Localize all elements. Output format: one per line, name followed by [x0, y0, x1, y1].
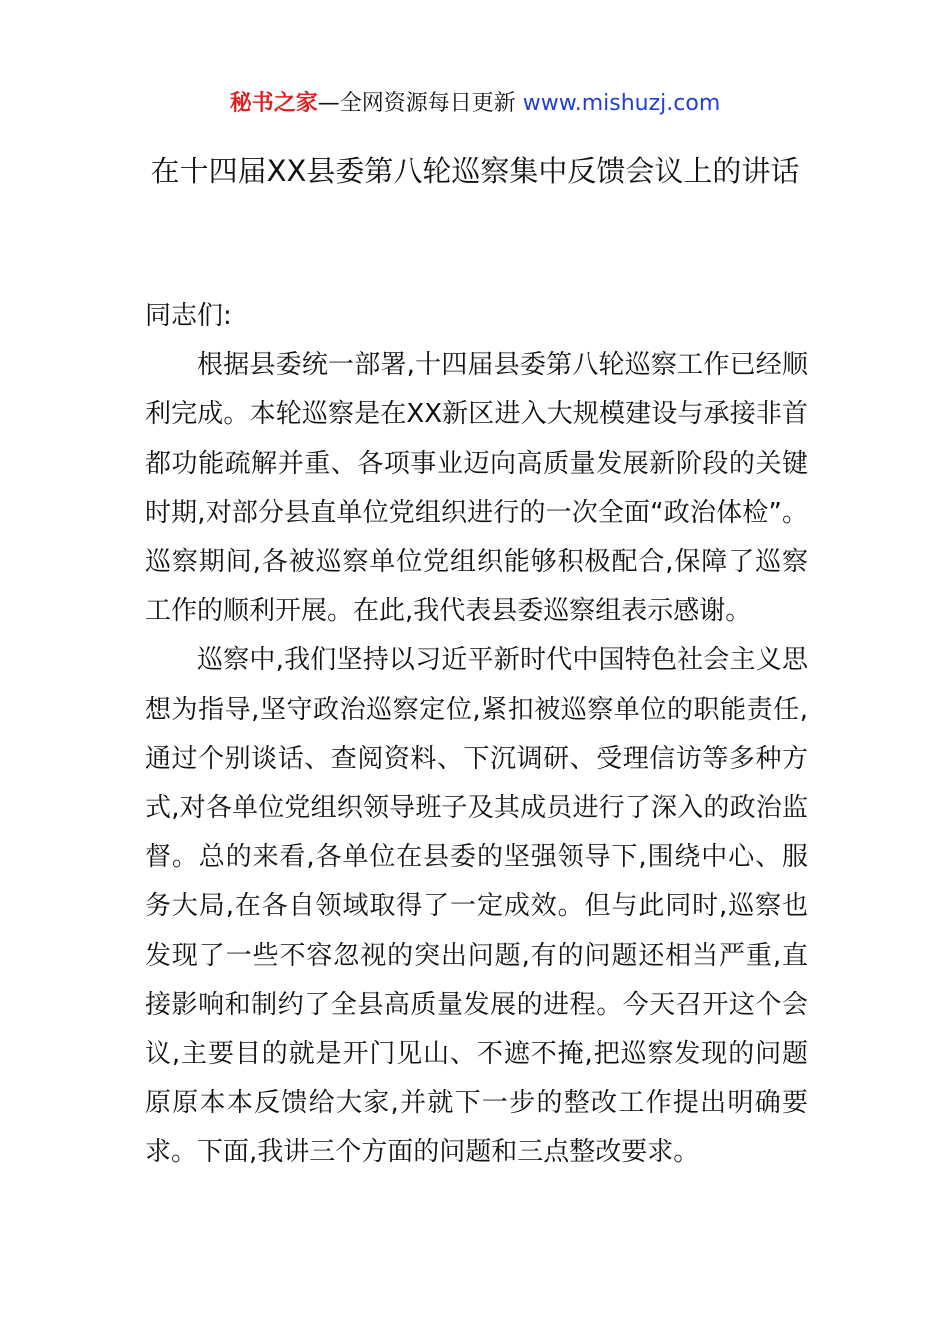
document-body [145, 292, 808, 1178]
site-brand: 秘书之家 [229, 91, 318, 116]
site-header [0, 88, 950, 120]
paragraph: 巡察中,我们坚持以习近平新时代中国特色社会主义思想为指导,坚守政治巡察定位,紧扣被巡察单位的职能责任,通过个别谈话、查阅资料、下沉调研、受理信访等多种方式,对各单位党组织领导班子及其成员进行了深入的政治监督。总的来看,各单位在县委的坚强领导下,围绕中心、服务大局,在各自领域取得了一定成效。但与此同时,巡察也发现了一些不容忽视的突出问题,有的问题还相当严重,直接影响和制约了全县高质量发展的进程。今天召开这个会议,主要目的就是开门见山、不遮不掩,把巡察发现的问题原原本本反馈给大家,并就下一步的整改工作提出明确要求。下面,我讲三个方面的问题和三点整改要求。 [145, 645, 808, 1168]
greeting: 同志们: [145, 301, 232, 331]
site-url-link[interactable]: www.mishuzj.com [522, 91, 721, 116]
paragraph: 根据县委统一部署,十四届县委第八轮巡察工作已经顺利完成。本轮巡察是在XX新区进入大规模建设与承接非首都功能疏解并重、各项事业迈向高质量发展新阶段的关键时期,对部分县直单位党组织进行的一次全面“政治体检”。巡察期间,各被巡察单位党组织能够积极配合,保障了巡察工作的顺利开展。在此,我代表县委巡察组表示感谢。 [145, 350, 808, 627]
site-tagline: —全网资源每日更新 [317, 91, 523, 116]
document-title: 在十四届XX县委第八轮巡察集中反馈会议上的讲话 [150, 154, 800, 188]
